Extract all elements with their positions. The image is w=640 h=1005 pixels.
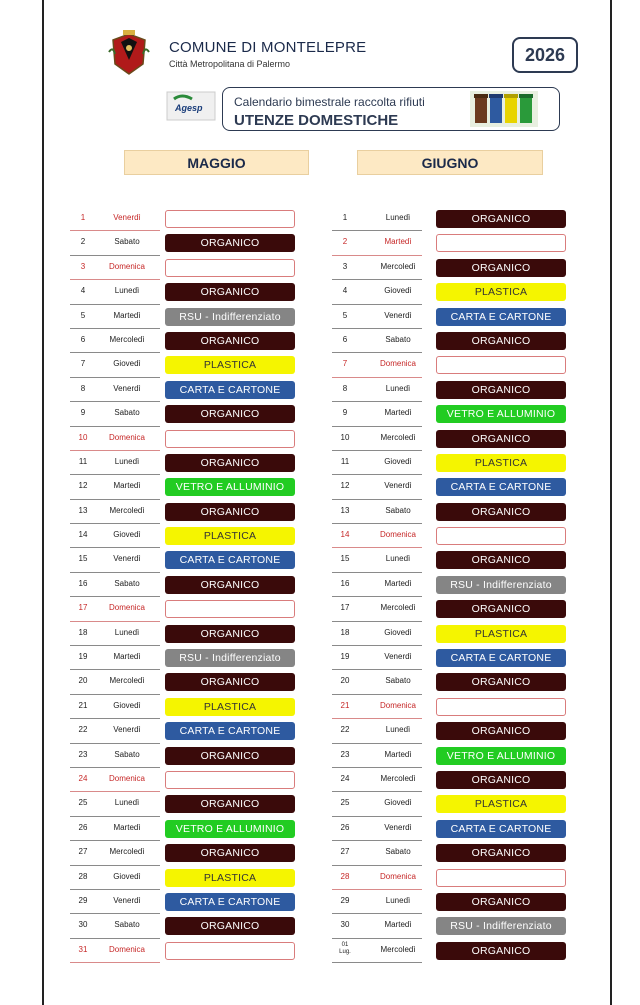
no-collection-slot bbox=[436, 234, 566, 252]
day-name: Sabato bbox=[385, 334, 411, 344]
no-collection-slot bbox=[165, 210, 295, 228]
day-name: Sabato bbox=[114, 920, 140, 930]
day-name: Domenica bbox=[379, 871, 416, 881]
row-divider bbox=[70, 865, 160, 866]
collection-plastica-badge: PLASTICA bbox=[436, 454, 566, 472]
row-divider bbox=[70, 596, 160, 597]
no-collection-slot bbox=[165, 600, 295, 618]
no-collection-slot bbox=[165, 259, 295, 277]
row-divider bbox=[332, 352, 422, 353]
day-name: Lunedì bbox=[385, 383, 411, 393]
row-divider bbox=[332, 718, 422, 719]
row-divider bbox=[332, 377, 422, 378]
day-number: 12 bbox=[340, 481, 350, 491]
row-divider bbox=[70, 889, 160, 890]
row-divider bbox=[332, 694, 422, 695]
day-number: 24 bbox=[78, 773, 88, 783]
day-name: Mercoledì bbox=[109, 334, 145, 344]
day-number: 16 bbox=[340, 578, 350, 588]
day-number: 7 bbox=[80, 359, 86, 369]
row-divider bbox=[70, 938, 160, 939]
banner-title: UTENZE DOMESTICHE bbox=[234, 112, 399, 129]
day-name: Domenica bbox=[108, 773, 145, 783]
day-number: 27 bbox=[340, 847, 350, 857]
calendar-banner bbox=[222, 87, 560, 131]
collection-organico-badge: ORGANICO bbox=[436, 381, 566, 399]
day-number: 11 bbox=[340, 456, 350, 466]
day-number: 17 bbox=[340, 603, 350, 613]
collection-organico-badge: ORGANICO bbox=[436, 503, 566, 521]
day-number: 2 bbox=[342, 237, 348, 247]
day-name: Martedì bbox=[113, 822, 141, 832]
row-divider bbox=[70, 279, 160, 280]
collection-organico-badge: ORGANICO bbox=[436, 942, 566, 960]
collection-organico-badge: ORGANICO bbox=[165, 283, 295, 301]
no-collection-slot bbox=[436, 869, 566, 887]
day-name: Mercoledì bbox=[380, 261, 416, 271]
day-name: Lunedì bbox=[385, 213, 411, 222]
row-divider bbox=[332, 767, 422, 768]
row-divider bbox=[70, 377, 160, 378]
day-name: Domenica bbox=[108, 944, 145, 954]
collection-plastica-badge: PLASTICA bbox=[165, 527, 295, 545]
collection-organico-badge: ORGANICO bbox=[165, 332, 295, 350]
collection-plastica-badge: PLASTICA bbox=[165, 869, 295, 887]
month-header-giugno: GIUGNO bbox=[357, 150, 543, 175]
day-number: 16 bbox=[78, 578, 88, 588]
collection-carta-badge: CARTA E CARTONE bbox=[436, 649, 566, 667]
row-divider bbox=[70, 523, 160, 524]
row-divider bbox=[332, 791, 422, 792]
day-name: Lunedì bbox=[114, 627, 140, 637]
day-number: 26 bbox=[78, 822, 88, 832]
collection-organico-badge: ORGANICO bbox=[165, 454, 295, 472]
day-number: 26 bbox=[340, 822, 350, 832]
collection-organico-badge: ORGANICO bbox=[436, 210, 566, 228]
collection-rsu-badge: RSU - Indifferenziato bbox=[436, 917, 566, 935]
day-number: 20 bbox=[340, 676, 350, 686]
day-name: Sabato bbox=[114, 578, 140, 588]
collection-organico-badge: ORGANICO bbox=[165, 673, 295, 691]
day-name: Lunedì bbox=[385, 895, 411, 905]
collection-carta-badge: CARTA E CARTONE bbox=[165, 893, 295, 911]
day-name: Sabato bbox=[114, 408, 140, 418]
day-number: 30 bbox=[340, 920, 350, 930]
row-divider bbox=[70, 694, 160, 695]
collection-organico-badge: ORGANICO bbox=[436, 259, 566, 277]
row-divider bbox=[332, 621, 422, 622]
day-name: Giovedì bbox=[113, 871, 141, 881]
day-name: Lunedì bbox=[385, 725, 411, 735]
day-name: Domenica bbox=[379, 530, 416, 540]
day-number: 28 bbox=[78, 871, 88, 881]
day-name: Giovedì bbox=[384, 798, 412, 808]
day-name: Domenica bbox=[108, 432, 145, 442]
no-collection-slot bbox=[165, 430, 295, 448]
day-name: Venerdì bbox=[384, 310, 412, 320]
day-name: Martedì bbox=[113, 481, 141, 491]
row-divider bbox=[70, 962, 160, 963]
day-number: 9 bbox=[80, 408, 86, 418]
day-number: 17 bbox=[78, 603, 88, 613]
day-number: 8 bbox=[80, 383, 86, 393]
no-collection-slot bbox=[165, 942, 295, 960]
collection-organico-badge: ORGANICO bbox=[436, 673, 566, 691]
row-divider bbox=[70, 767, 160, 768]
row-divider bbox=[332, 450, 422, 451]
collection-vetro-badge: VETRO E ALLUMINIO bbox=[165, 478, 295, 496]
collection-organico-badge: ORGANICO bbox=[436, 893, 566, 911]
collection-carta-badge: CARTA E CARTONE bbox=[436, 820, 566, 838]
no-collection-slot bbox=[436, 527, 566, 545]
day-name: Mercoledì bbox=[380, 944, 416, 954]
day-number: 30 bbox=[78, 920, 88, 930]
day-name: Giovedì bbox=[384, 456, 412, 466]
day-number: 12 bbox=[78, 481, 88, 491]
day-name: Venerdì bbox=[113, 725, 141, 735]
collection-organico-badge: ORGANICO bbox=[436, 844, 566, 862]
day-number: 18 bbox=[340, 627, 350, 637]
municipal-crest-icon bbox=[107, 30, 151, 78]
day-name: Mercoledì bbox=[109, 676, 145, 686]
day-name: Sabato bbox=[114, 237, 140, 247]
day-name: Domenica bbox=[379, 700, 416, 710]
collection-plastica-badge: PLASTICA bbox=[436, 625, 566, 643]
day-name: Venerdì bbox=[113, 383, 141, 393]
day-number: 4 bbox=[80, 286, 86, 296]
day-name: Venerdì bbox=[384, 652, 412, 662]
collection-organico-badge: ORGANICO bbox=[436, 600, 566, 618]
day-name: Martedì bbox=[113, 652, 141, 662]
row-divider bbox=[332, 328, 422, 329]
no-collection-slot bbox=[436, 356, 566, 374]
day-number: 21 bbox=[340, 700, 350, 710]
day-name: Giovedì bbox=[384, 627, 412, 637]
row-divider bbox=[70, 230, 160, 231]
row-divider bbox=[332, 840, 422, 841]
row-divider bbox=[332, 499, 422, 500]
row-divider bbox=[332, 816, 422, 817]
row-divider bbox=[70, 743, 160, 744]
day-number: 8 bbox=[342, 383, 348, 393]
day-number: 19 bbox=[340, 652, 350, 662]
day-number: 10 bbox=[78, 432, 88, 442]
day-number: 2 bbox=[80, 237, 86, 247]
day-name: Mercoledì bbox=[380, 432, 416, 442]
day-number: 21 bbox=[78, 700, 88, 710]
comune-subtitle: Città Metropolitana di Palermo bbox=[169, 59, 291, 69]
day-number: 10 bbox=[340, 432, 350, 442]
row-divider bbox=[332, 474, 422, 475]
day-number: 29 bbox=[340, 895, 350, 905]
row-divider bbox=[332, 304, 422, 305]
day-number: 29 bbox=[78, 895, 88, 905]
collection-organico-badge: ORGANICO bbox=[165, 844, 295, 862]
day-number: 6 bbox=[342, 334, 348, 344]
row-divider bbox=[332, 669, 422, 670]
day-number: 31 bbox=[78, 944, 88, 954]
collection-carta-badge: CARTA E CARTONE bbox=[165, 551, 295, 569]
day-name: Martedì bbox=[113, 310, 141, 320]
day-number: 20 bbox=[78, 676, 88, 686]
collection-plastica-badge: PLASTICA bbox=[165, 698, 295, 716]
day-name: Mercoledì bbox=[380, 773, 416, 783]
day-name: Venerdì bbox=[384, 822, 412, 832]
day-number: 6 bbox=[80, 334, 86, 344]
day-number: 13 bbox=[340, 505, 350, 515]
row-divider bbox=[332, 889, 422, 890]
row-divider bbox=[332, 426, 422, 427]
day-name: Venerdì bbox=[113, 895, 141, 905]
row-divider bbox=[332, 523, 422, 524]
day-name: Giovedì bbox=[384, 286, 412, 296]
agesp-logo-text: Agesp bbox=[175, 103, 203, 113]
row-divider bbox=[70, 816, 160, 817]
collection-organico-badge: ORGANICO bbox=[436, 551, 566, 569]
day-name: Sabato bbox=[385, 505, 411, 515]
day-name: Martedì bbox=[384, 408, 412, 418]
day-name: Mercoledì bbox=[109, 505, 145, 515]
no-collection-slot bbox=[165, 771, 295, 789]
row-divider bbox=[70, 572, 160, 573]
collection-carta-badge: CARTA E CARTONE bbox=[165, 381, 295, 399]
row-divider bbox=[332, 743, 422, 744]
row-divider bbox=[332, 279, 422, 280]
row-divider bbox=[70, 621, 160, 622]
collection-organico-badge: ORGANICO bbox=[165, 747, 295, 765]
row-divider bbox=[70, 645, 160, 646]
day-number: 19 bbox=[78, 652, 88, 662]
day-number: 18 bbox=[78, 627, 88, 637]
day-number: 23 bbox=[340, 749, 350, 759]
row-divider bbox=[70, 352, 160, 353]
day-number: 3 bbox=[80, 261, 86, 271]
row-divider bbox=[70, 840, 160, 841]
day-name: Venerdì bbox=[384, 481, 412, 491]
row-divider bbox=[70, 255, 160, 256]
day-name: Lunedì bbox=[385, 554, 411, 564]
day-name: Venerdì bbox=[113, 213, 141, 222]
day-name: Sabato bbox=[385, 847, 411, 857]
row-divider bbox=[70, 718, 160, 719]
row-divider bbox=[332, 230, 422, 231]
day-name: Lunedì bbox=[114, 456, 140, 466]
year-badge: 2026 bbox=[512, 37, 578, 73]
row-divider bbox=[70, 450, 160, 451]
row-divider bbox=[70, 547, 160, 548]
day-name: Sabato bbox=[114, 749, 140, 759]
row-divider bbox=[70, 401, 160, 402]
row-divider bbox=[70, 426, 160, 427]
day-name: Lunedì bbox=[114, 286, 140, 296]
collection-vetro-badge: VETRO E ALLUMINIO bbox=[436, 747, 566, 765]
row-divider bbox=[332, 401, 422, 402]
day-number: 7 bbox=[342, 359, 348, 369]
collection-organico-badge: ORGANICO bbox=[436, 430, 566, 448]
banner-subtitle: Calendario bimestrale raccolta rifiuti bbox=[234, 95, 425, 109]
row-divider bbox=[332, 645, 422, 646]
row-divider bbox=[332, 596, 422, 597]
collection-organico-badge: ORGANICO bbox=[436, 722, 566, 740]
collection-organico-badge: ORGANICO bbox=[165, 234, 295, 252]
collection-carta-badge: CARTA E CARTONE bbox=[436, 478, 566, 496]
day-number: 3 bbox=[342, 261, 348, 271]
day-number: 11 bbox=[78, 456, 88, 466]
day-number: 4 bbox=[342, 286, 348, 296]
collection-organico-badge: ORGANICO bbox=[436, 332, 566, 350]
row-divider bbox=[332, 913, 422, 914]
row-divider bbox=[70, 669, 160, 670]
collection-rsu-badge: RSU - Indifferenziato bbox=[165, 649, 295, 667]
collection-organico-badge: ORGANICO bbox=[436, 771, 566, 789]
collection-rsu-badge: RSU - Indifferenziato bbox=[436, 576, 566, 594]
day-number: 13 bbox=[78, 505, 88, 515]
no-collection-slot bbox=[436, 698, 566, 716]
day-number: 14 bbox=[78, 530, 88, 540]
collection-organico-badge: ORGANICO bbox=[165, 917, 295, 935]
day-number: 1 bbox=[80, 213, 86, 222]
day-name: Mercoledì bbox=[109, 847, 145, 857]
day-number: 23 bbox=[78, 749, 88, 759]
collection-plastica-badge: PLASTICA bbox=[436, 283, 566, 301]
collection-organico-badge: ORGANICO bbox=[165, 625, 295, 643]
day-number: 25 bbox=[340, 798, 350, 808]
collection-plastica-badge: PLASTICA bbox=[165, 356, 295, 374]
day-number: 5 bbox=[80, 310, 86, 320]
day-name: Domenica bbox=[108, 603, 145, 613]
row-divider bbox=[332, 962, 422, 963]
day-name: Martedì bbox=[384, 237, 412, 247]
row-divider bbox=[70, 328, 160, 329]
day-number: 14 bbox=[340, 530, 350, 540]
day-name: Martedì bbox=[384, 920, 412, 930]
month-header-maggio: MAGGIO bbox=[124, 150, 309, 175]
day-number: 25 bbox=[78, 798, 88, 808]
row-divider bbox=[70, 474, 160, 475]
row-divider bbox=[70, 304, 160, 305]
collection-carta-badge: CARTA E CARTONE bbox=[436, 308, 566, 326]
day-name: Giovedì bbox=[113, 530, 141, 540]
collection-vetro-badge: VETRO E ALLUMINIO bbox=[165, 820, 295, 838]
day-number: 22 bbox=[78, 725, 88, 735]
waste-bins-icon bbox=[470, 91, 538, 127]
day-name: Domenica bbox=[108, 261, 145, 271]
day-name: Venerdì bbox=[113, 554, 141, 564]
day-name: Lunedì bbox=[114, 798, 140, 808]
collection-vetro-badge: VETRO E ALLUMINIO bbox=[436, 405, 566, 423]
day-number: 15 bbox=[340, 554, 350, 564]
day-name: Martedì bbox=[384, 578, 412, 588]
day-number: 9 bbox=[342, 408, 348, 418]
collection-organico-badge: ORGANICO bbox=[165, 405, 295, 423]
row-divider bbox=[70, 791, 160, 792]
day-name: Sabato bbox=[385, 676, 411, 686]
row-divider bbox=[332, 255, 422, 256]
day-number: 28 bbox=[340, 871, 350, 881]
day-name: Giovedì bbox=[113, 700, 141, 710]
day-number: 24 bbox=[340, 773, 350, 783]
day-name: Domenica bbox=[379, 359, 416, 369]
day-number: 5 bbox=[342, 310, 348, 320]
row-divider bbox=[332, 547, 422, 548]
collection-carta-badge: CARTA E CARTONE bbox=[165, 722, 295, 740]
day-name: Mercoledì bbox=[380, 603, 416, 613]
collection-plastica-badge: PLASTICA bbox=[436, 795, 566, 813]
collection-rsu-badge: RSU - Indifferenziato bbox=[165, 308, 295, 326]
collection-organico-badge: ORGANICO bbox=[165, 795, 295, 813]
day-name: Giovedì bbox=[113, 359, 141, 369]
row-divider bbox=[70, 913, 160, 914]
collection-organico-badge: ORGANICO bbox=[165, 503, 295, 521]
day-number: 27 bbox=[78, 847, 88, 857]
day-number: 15 bbox=[78, 554, 88, 564]
day-number: 01 Lug. bbox=[339, 941, 351, 955]
row-divider bbox=[332, 938, 422, 939]
row-divider bbox=[332, 865, 422, 866]
row-divider bbox=[70, 499, 160, 500]
day-number: 22 bbox=[340, 725, 350, 735]
comune-title: COMUNE DI MONTELEPRE bbox=[169, 39, 367, 56]
collection-organico-badge: ORGANICO bbox=[165, 576, 295, 594]
day-number: 1 bbox=[342, 213, 348, 222]
day-name: Martedì bbox=[384, 749, 412, 759]
row-divider bbox=[332, 572, 422, 573]
